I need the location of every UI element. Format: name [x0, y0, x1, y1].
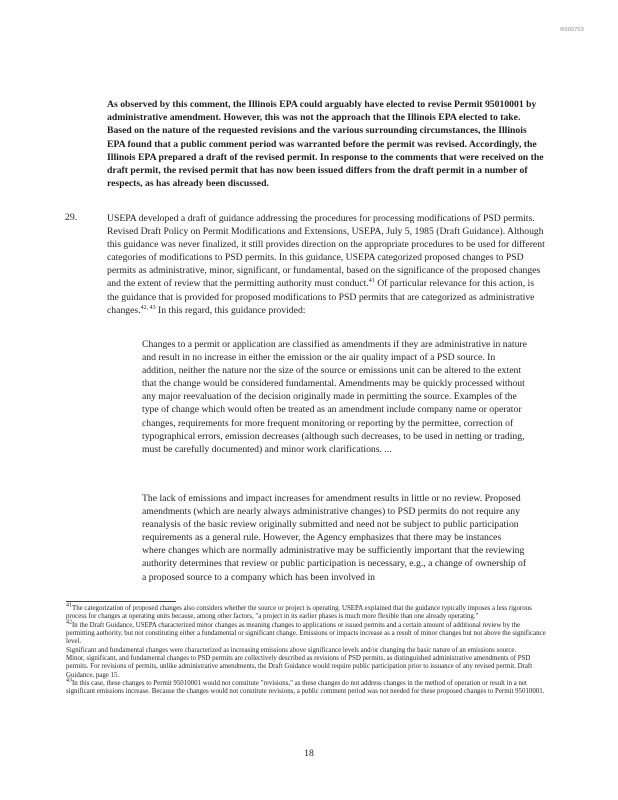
- paragraph-29: [107, 212, 547, 317]
- footnote-ref-42-43: 42, 43: [140, 304, 156, 311]
- footnote: Minor, significant, and fundamental changes to PSD permits are collectively described as revisions of PSD permits, as distinguished administrative amendments of PSD permits. For revisions of permits, unlike administrative amendments, the Draft Guidance would require public participation prior to issuance of any revised permit. Draft Guidance, page 15.: [66, 655, 533, 679]
- footnote: $^{42}$In the Draft Guidance, USEPA characterized minor changes as meaning changes to applications or issued permits and a certain amount of additional review by the permitting authority, but not constituting either a fundamental or significant change. Emissions or impacts increase as a result of minor changes but not above the significance level.: [66, 619, 546, 646]
- footnote: $^{41}$The categorization of proposed changes also considers whether the source or project is operating. USEPA explained that the guidance typically imposes a less rigorous process for changes at operating units because, among other factors, "a project in its earlier phases is much more flexible than one already operating.": [66, 602, 532, 621]
- paragraph-number: 29.: [65, 212, 78, 223]
- paragraph-29-text-b: Of particular relevance for this action, is the guidance that is provided for proposed modifications to PSD permits that are categorized as administrative changes.: [107, 278, 535, 316]
- paragraph-29-text-a: USEPA developed a draft of guidance addressing the procedures for processing modifications of PSD permits. Revised Draft Policy on Permit Modifications and Extensions, USEPA, July 5, 1985 (Draft Guidance). Although this guidance was never finalized, it still provides direction on the appropriate procedures to be used for different categories of modifications to PSD permits. In this guidance, USEPA categorized proposed changes to PSD permits as administrative, minor, significant, or fundamental, based on the significance of the proposed changes and the extent of review that the permitting authority must conduct.: [107, 213, 545, 290]
- block-quote-2: The lack of emissions and impact increases for amendment results in little or no review. Proposed amendments (which are nearly always administrative changes) to PSD permits do not require any reanalysis of the basic review originally submitted and need not be subject to public participation requirements as a general rule. However, the Agency emphasizes that there may be instances where changes which are normally administrative may be sufficiently important that the reviewing authority determines that review or public participation is necessary, e.g., a change of ownership of a proposed source to a company which has been involved in: [142, 493, 527, 583]
- footnote: Significant and fundamental changes were characterized as increasing emissions above significance levels and/or changing the basic nature of an emissions source.: [66, 646, 517, 654]
- footnote-ref-41: 41: [368, 278, 375, 285]
- intro-paragraph: As observed by this comment, the Illinois EPA could arguably have elected to revise Permit 95010001 by administrative amendment. However, this was not the approach that the Illinois EPA elected to take. Based on the nature of the requested revisions and the various surrounding circumstances, the Illinois EPA found that a public comment period was warranted before the permit was revised. Accordingly, the Illinois EPA prepared a draft of the revised permit. In response to the comments that were received on the draft permit, the revised permit that has now been issued differs from the draft permit in a number of respects, as has already been discussed.: [107, 99, 544, 190]
- document-id: R000703: [560, 27, 584, 33]
- footnote-divider: [66, 601, 176, 602]
- paragraph-29-text-c: In this regard, this guidance provided:: [155, 304, 306, 316]
- block-quote-1: Changes to a permit or application are classified as amendments if they are administrative in nature and result in no increase in either the emission or the air quality impact of a PSD source. In addition, neither the nature nor the size of the source or emissions unit can be altered to the extent that the change would be considered fundamental. Amendments may be quickly processed without any major reevaluation of the decision originally made in permitting the source. Examples of the type of change which would often be treated as an amendment include company name or operator changes, requirements for more frequent monitoring or reporting by the permittee, correction of typographical errors, emission decreases (although such decreases, to be used in netting or trading, must be carefully documented) and minor work clarifications. ...: [142, 339, 527, 455]
- page-number: 18: [304, 748, 314, 759]
- footnote: $^{43}$In this case, these changes to Permit 95010001 would not constitute "revisions," as these changes do not address changes in the method of operation or result in a net significant emissions increase. Because the changes would not constitute revisions, a public comment period was not needed for these proposed changes to Permit 95010001.: [66, 677, 545, 696]
- footnotes: [66, 602, 548, 697]
